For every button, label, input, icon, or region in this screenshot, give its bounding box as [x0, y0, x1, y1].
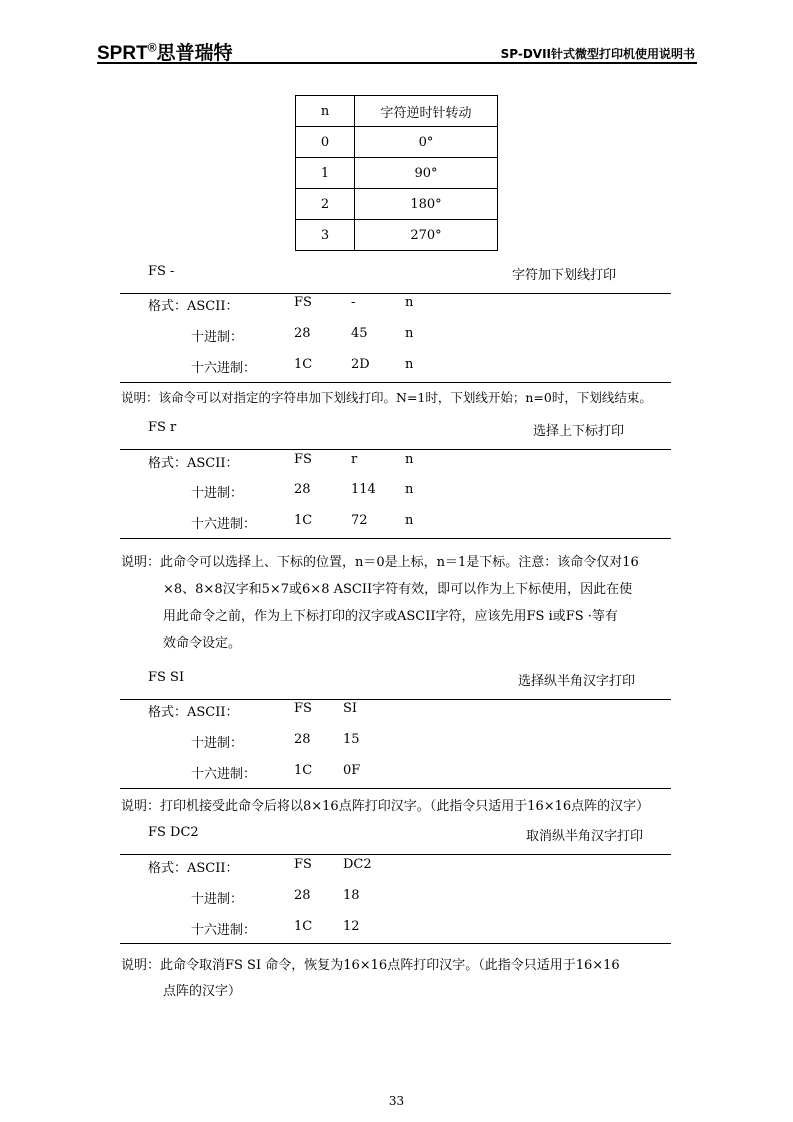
decimal-value: 18: [343, 888, 360, 903]
command-title: 选择纵半角汉字打印: [518, 674, 636, 689]
decimal-value: 28: [294, 732, 311, 747]
command-description: 说明：此命令可以选择上、下标的位置，n＝0是上标，n＝1是下标。注意：该命令仅对16: [121, 555, 639, 570]
hex-label: 十六进制：: [191, 517, 257, 532]
section-rule: [120, 293, 671, 294]
table-cell: 0°: [355, 127, 498, 158]
ascii-value: FS: [294, 295, 312, 310]
table-cell: 1: [296, 158, 355, 189]
table-cell: 2: [296, 189, 355, 220]
ascii-value: FS: [294, 701, 312, 716]
section-rule: [120, 538, 671, 539]
table-row: [296, 189, 498, 220]
section-rule: [120, 449, 671, 450]
command-title: 字符加下划线打印: [512, 268, 617, 283]
command-code: FS -: [148, 264, 175, 279]
ascii-value: r: [351, 452, 358, 467]
decimal-value: n: [405, 326, 414, 341]
command-description: 说明：该命令可以对指定的字符串加下划线打印。N=1时，下划线开始；n=0时，下划线结束。: [121, 390, 652, 405]
hex-value: 0F: [343, 763, 361, 778]
command-title: 取消纵半角汉字打印: [526, 829, 644, 844]
command-description: 说明：打印机接受此命令后将以8×16点阵打印汉字。（此指令只适用于16×16点阵的汉字）: [121, 799, 650, 814]
format-label: 格式：ASCII：: [148, 456, 239, 471]
ascii-value: n: [405, 452, 414, 467]
section-rule: [120, 699, 671, 700]
hex-value: 12: [343, 919, 360, 934]
hex-value: 1C: [294, 357, 313, 372]
hex-value: n: [405, 357, 414, 372]
ascii-value: DC2: [343, 857, 372, 872]
hex-value: 72: [351, 513, 368, 528]
header-divider: [97, 62, 697, 64]
decimal-value: 28: [294, 482, 311, 497]
ascii-value: -: [351, 295, 356, 310]
section-rule: [120, 943, 671, 944]
command-description: 用此命令之前，作为上下标打印的汉字或ASCII字符，应该先用FS i或FS ·等有: [163, 609, 618, 624]
format-label: 格式：ASCII：: [148, 299, 239, 314]
format-label: 格式：ASCII：: [148, 861, 239, 876]
decimal-value: n: [405, 482, 414, 497]
document-title: SP-DVII针式微型打印机使用说明书: [500, 47, 695, 61]
command-code: FS DC2: [148, 825, 199, 840]
hex-value: 1C: [294, 919, 313, 934]
decimal-label: 十进制：: [191, 486, 244, 501]
decimal-value: 114: [351, 482, 376, 497]
section-rule: [120, 382, 671, 383]
decimal-value: 45: [351, 326, 368, 341]
section-rule: [120, 854, 671, 855]
table-cell: 3: [296, 220, 355, 251]
decimal-label: 十进制：: [191, 330, 244, 345]
table-header-row: [296, 96, 498, 127]
command-description: 说明：此命令取消FS SI 命令，恢复为16×16点阵打印汉字。（此指令只适用于16×16: [121, 958, 620, 973]
section-rule: [120, 788, 671, 789]
format-label: 格式：ASCII：: [148, 705, 239, 720]
hex-value: 2D: [351, 357, 370, 372]
rotation-table: [295, 95, 498, 251]
command-title: 选择上下标打印: [533, 424, 625, 439]
decimal-value: 15: [343, 732, 360, 747]
ascii-value: FS: [294, 857, 312, 872]
decimal-label: 十进制：: [191, 736, 244, 751]
page-number: 33: [388, 1094, 405, 1108]
hex-label: 十六进制：: [191, 767, 257, 782]
command-code: FS SI: [148, 670, 185, 685]
decimal-label: 十进制：: [191, 892, 244, 907]
table-row: [296, 220, 498, 251]
command-code: FS r: [148, 420, 177, 435]
hex-label: 十六进制：: [191, 923, 257, 938]
command-description: 效命令设定。: [163, 636, 242, 651]
table-cell: 0: [296, 127, 355, 158]
table-cell: 180°: [355, 189, 498, 220]
hex-value: 1C: [294, 763, 313, 778]
table-header-cell: n: [296, 96, 355, 127]
table-row: [296, 127, 498, 158]
command-description: ×8、8×8汉字和5×7或6×8 ASCII字符有效，即可以作为上下标使用，因此在使: [163, 582, 633, 597]
command-description: 点阵的汉字）: [163, 984, 242, 999]
brand-logo: SPRT®思普瑞特: [97, 40, 233, 64]
hex-value: n: [405, 513, 414, 528]
table-header-cell: 字符逆时针转动: [355, 96, 498, 127]
hex-value: 1C: [294, 513, 313, 528]
table-row: [296, 158, 498, 189]
table-cell: 270°: [355, 220, 498, 251]
decimal-value: 28: [294, 326, 311, 341]
decimal-value: 28: [294, 888, 311, 903]
ascii-value: SI: [343, 701, 358, 716]
table-cell: 90°: [355, 158, 498, 189]
hex-label: 十六进制：: [191, 361, 257, 376]
ascii-value: n: [405, 295, 414, 310]
ascii-value: FS: [294, 452, 312, 467]
